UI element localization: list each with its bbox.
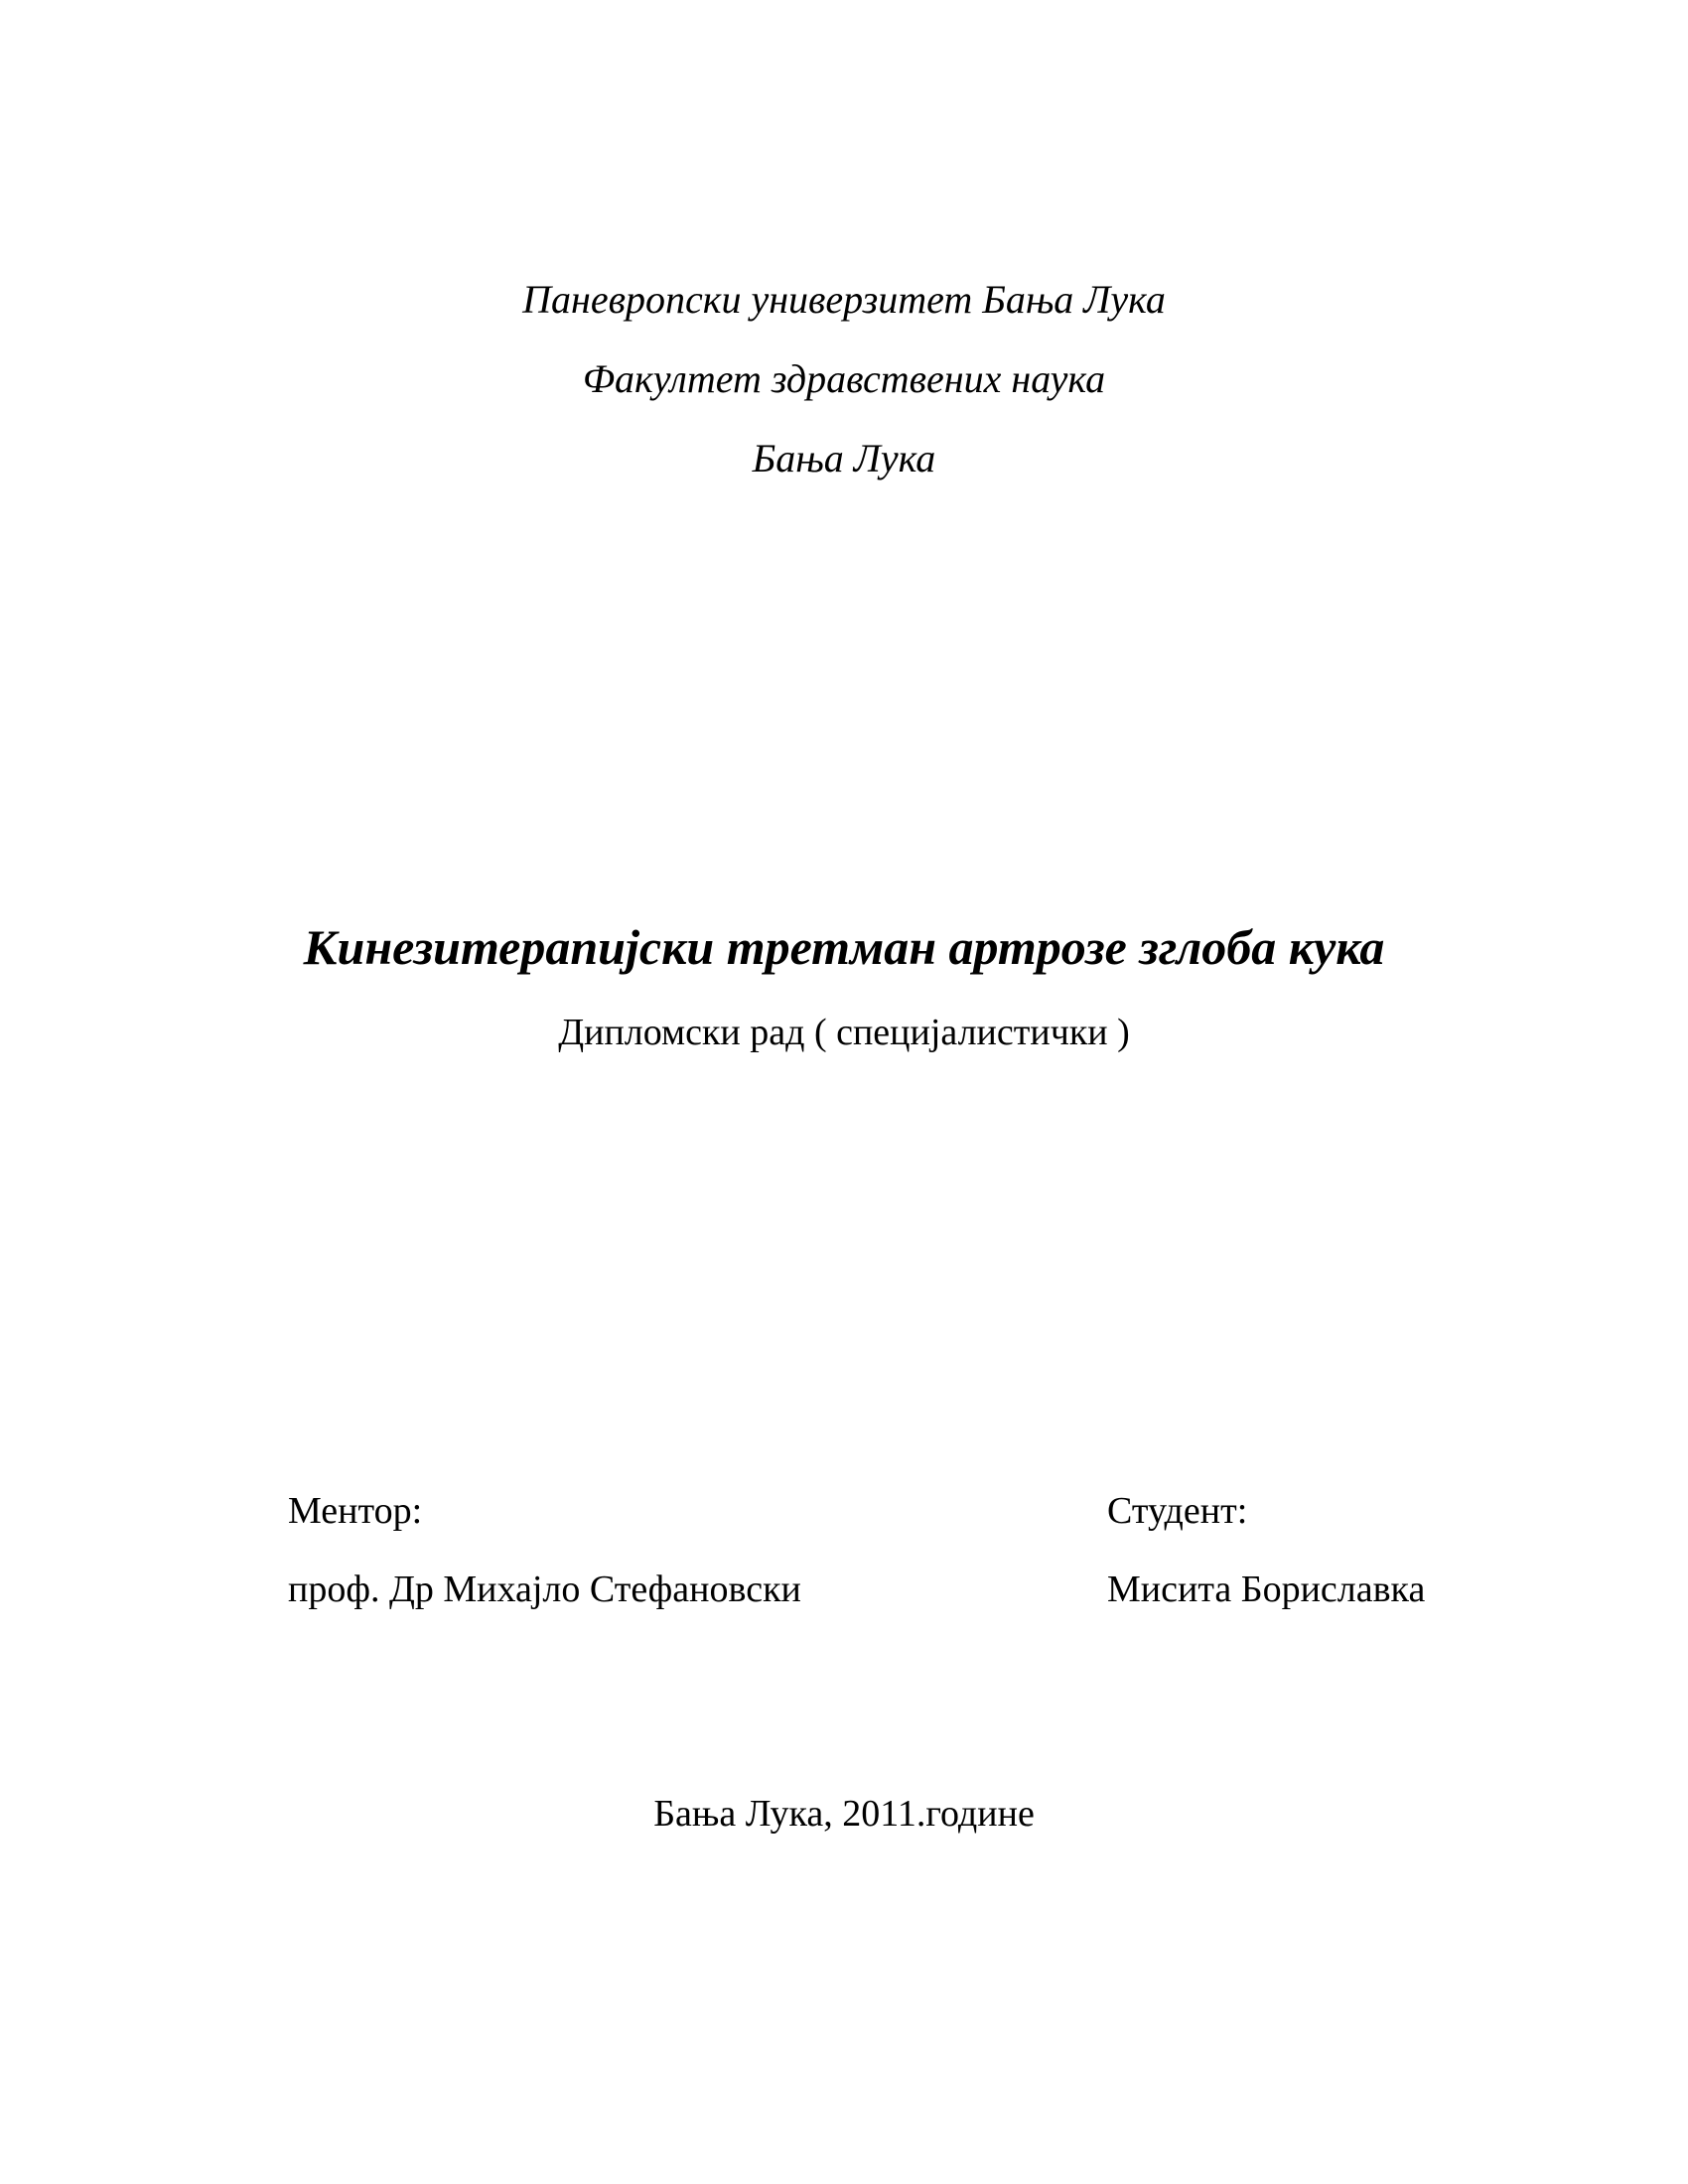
- mentor-name: проф. Др Михајло Стефановски: [288, 1569, 801, 1610]
- student-name: Мисита Бориславка: [1107, 1569, 1426, 1610]
- university-name: Паневропски универзитет Бања Лука: [522, 277, 1166, 322]
- faculty-name: Факултет здравствених наука: [582, 356, 1106, 401]
- thesis-subtitle: Дипломски рад ( специјалистички ): [558, 1012, 1130, 1053]
- mentor-label: Ментор:: [288, 1490, 423, 1532]
- place-and-date: Бања Лука, 2011.године: [653, 1793, 1035, 1835]
- city-name: Бања Лука: [752, 436, 936, 480]
- student-label: Студент:: [1107, 1490, 1248, 1532]
- thesis-title: Кинезитерапијски третман артрозе зглоба кука: [303, 919, 1385, 975]
